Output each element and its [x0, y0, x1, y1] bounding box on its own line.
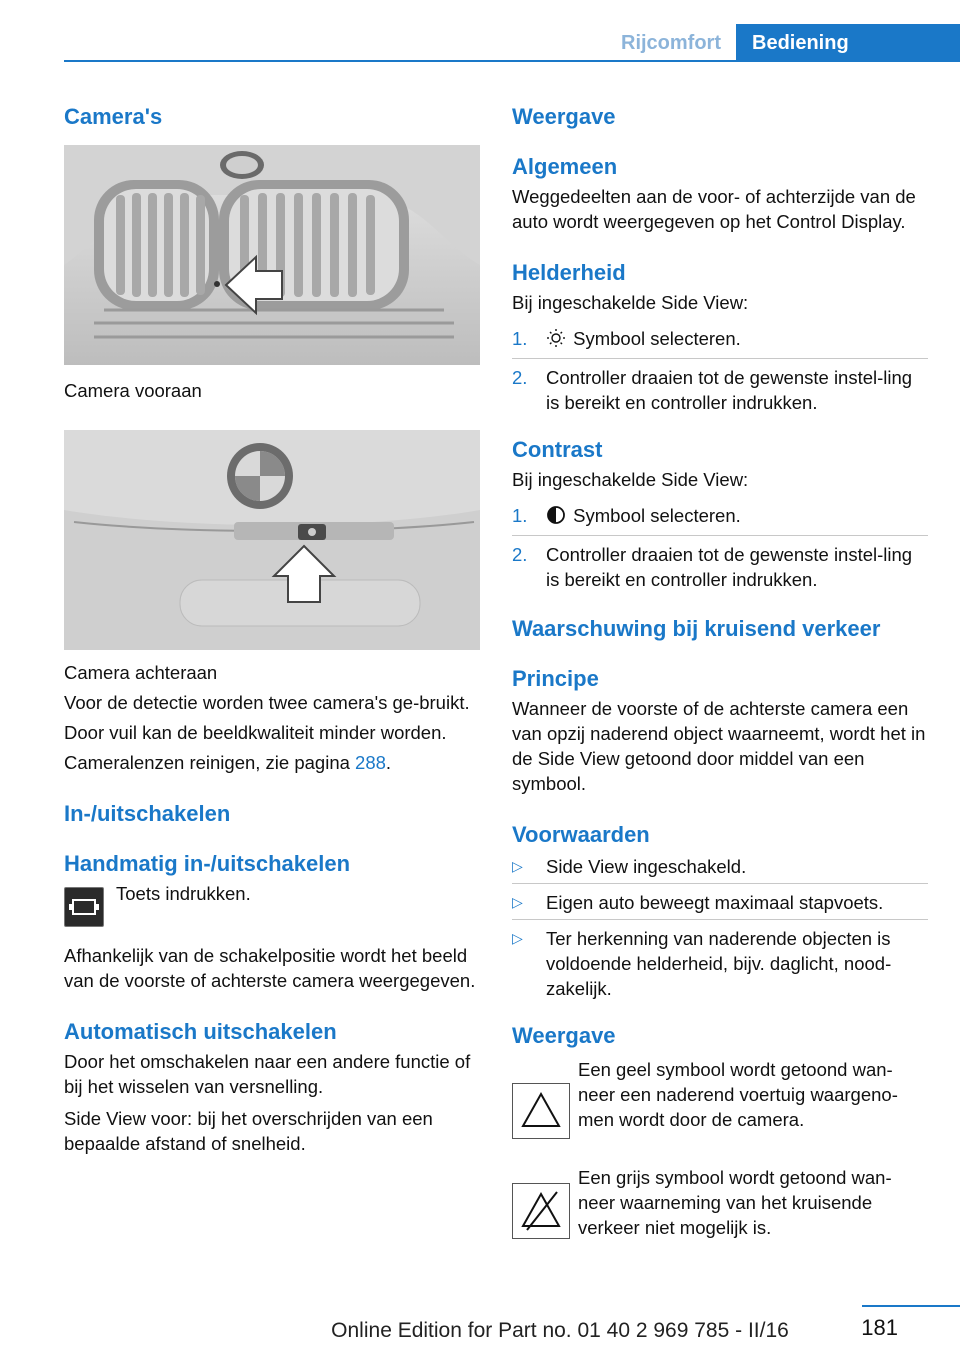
step-number: 2. — [512, 367, 528, 388]
para-dirt: Door vuil kan de beeldkwaliteit minder worden. — [64, 722, 447, 743]
contrast-icon — [546, 505, 568, 531]
step-text: Symbool selecteren. — [573, 328, 741, 349]
subsection-title-handmatig: Handmatig in-/uitschakelen — [64, 851, 351, 876]
caption-rear-camera: Camera achteraan — [64, 662, 218, 683]
helderheid-intro: Bij ingeschakelde Side View: — [512, 292, 749, 313]
header-tab-bediening[interactable]: Bediening — [736, 24, 960, 62]
caption-front-camera: Camera vooraan — [64, 380, 202, 401]
step-number: 1. — [512, 505, 528, 526]
header-tab-rijcomfort[interactable]: Rijcomfort — [621, 32, 721, 54]
list-item-text: Eigen auto beweegt maximaal stapvoets. — [546, 892, 884, 913]
list-item — [512, 365, 928, 415]
page-number: 181 — [861, 1315, 898, 1340]
clean-lenses-suffix: . — [385, 752, 392, 773]
warning-row-yellow — [512, 1057, 928, 1157]
step-divider — [512, 358, 928, 359]
warning-triangle-icon — [512, 1083, 570, 1139]
footer-rule — [862, 1305, 960, 1307]
button-row — [64, 881, 480, 929]
triangle-bullet-icon: ▷ — [512, 858, 523, 874]
subsection-title-helderheid: Helderheid — [512, 260, 626, 285]
list-divider — [512, 919, 928, 920]
subsection-title-weergave: Weergave — [512, 1023, 616, 1048]
header-rule — [64, 60, 960, 62]
triangle-bullet-icon: ▷ — [512, 894, 523, 910]
list-item — [512, 542, 928, 592]
section-title-weergave: Weergave — [512, 104, 616, 129]
side-view-button-icon — [64, 887, 104, 927]
list-item — [512, 503, 928, 531]
warning-triangle-crossed-icon — [512, 1183, 570, 1239]
subsection-title-automatisch: Automatisch uitschakelen — [64, 1019, 337, 1044]
list-item-text: Ter herkenning van naderende objecten is voldoende helderheid, bijv. daglicht, nood-zakelijk. — [546, 928, 892, 999]
section-title-in-uit: In-/uitschakelen — [64, 801, 231, 826]
para-clean-lenses — [64, 750, 480, 775]
edition-text: Online Edition for Part no. 01 40 2 969 785 - II/16 — [331, 1319, 789, 1342]
left-column — [64, 100, 480, 1156]
list-divider — [512, 883, 928, 884]
list-item — [512, 854, 928, 879]
para-omschakelen: Door het omschakelen naar een andere functie of bij het wisselen van versnelling. — [64, 1051, 471, 1097]
subsection-title-principe: Principe — [512, 666, 599, 691]
warning-row-grey — [512, 1165, 928, 1265]
step-text: Symbool selecteren. — [573, 505, 741, 526]
step-divider — [512, 535, 928, 536]
helderheid-steps — [512, 326, 928, 415]
para-schakelpositie: Afhankelijk van de schakelpositie wordt het beeld van de voorste of achterste camera weergegeven. — [64, 945, 476, 991]
warning-text-yellow: Een geel symbool wordt getoond wan-neer een naderend voertuig waargeno-men wordt door de camera. — [578, 1059, 898, 1130]
button-instruction: Toets indrukken. — [116, 883, 251, 904]
step-number: 2. — [512, 544, 528, 565]
para-algemeen: Weggedeelten aan de voor- of achterzijde van de auto wordt weergegeven op het Control Display. — [512, 186, 916, 232]
rear-camera-photo — [64, 430, 480, 650]
list-item — [512, 326, 928, 354]
para-side-view-voor: Side View voor: bij het overschrijden van een bepaalde afstand of snelheid. — [64, 1108, 433, 1154]
page-link-288[interactable]: 288 — [355, 752, 386, 773]
subsection-title-voorwaarden: Voorwaarden — [512, 822, 650, 847]
step-text: Controller draaien tot de gewenste instel-ling is bereikt en controller indrukken. — [546, 367, 913, 413]
clean-lenses-text: Cameralenzen reinigen, zie pagina — [64, 752, 356, 773]
section-title-cameras: Camera's — [64, 104, 163, 129]
right-column — [512, 100, 928, 1265]
para-two-cameras: Voor de detectie worden twee camera's ge-bruikt. — [64, 692, 470, 713]
warning-text-grey: Een grijs symbool wordt getoond wan-neer waarneming van het kruisende verkeer niet mogelijk is. — [578, 1167, 892, 1238]
section-title-waarschuwing: Waarschuwing bij kruisend verkeer — [512, 616, 881, 641]
para-principe: Wanneer de voorste of de achterste camera een van opzij naderend object waarneemt, wordt het in de Side View getoond door middel van een symbool. — [512, 698, 926, 794]
step-text: Controller draaien tot de gewenste instel-ling is bereikt en controller indrukken. — [546, 544, 913, 590]
step-number: 1. — [512, 328, 528, 349]
contrast-steps — [512, 503, 928, 592]
front-camera-photo — [64, 145, 480, 365]
subsection-title-contrast: Contrast — [512, 437, 603, 462]
list-item-text: Side View ingeschakeld. — [546, 856, 747, 877]
triangle-bullet-icon: ▷ — [512, 930, 523, 946]
voorwaarden-list — [512, 854, 928, 1001]
list-item — [512, 890, 928, 915]
contrast-intro: Bij ingeschakelde Side View: — [512, 469, 749, 490]
subsection-title-algemeen: Algemeen — [512, 154, 618, 179]
list-item — [512, 926, 928, 1001]
sun-icon — [546, 328, 568, 354]
